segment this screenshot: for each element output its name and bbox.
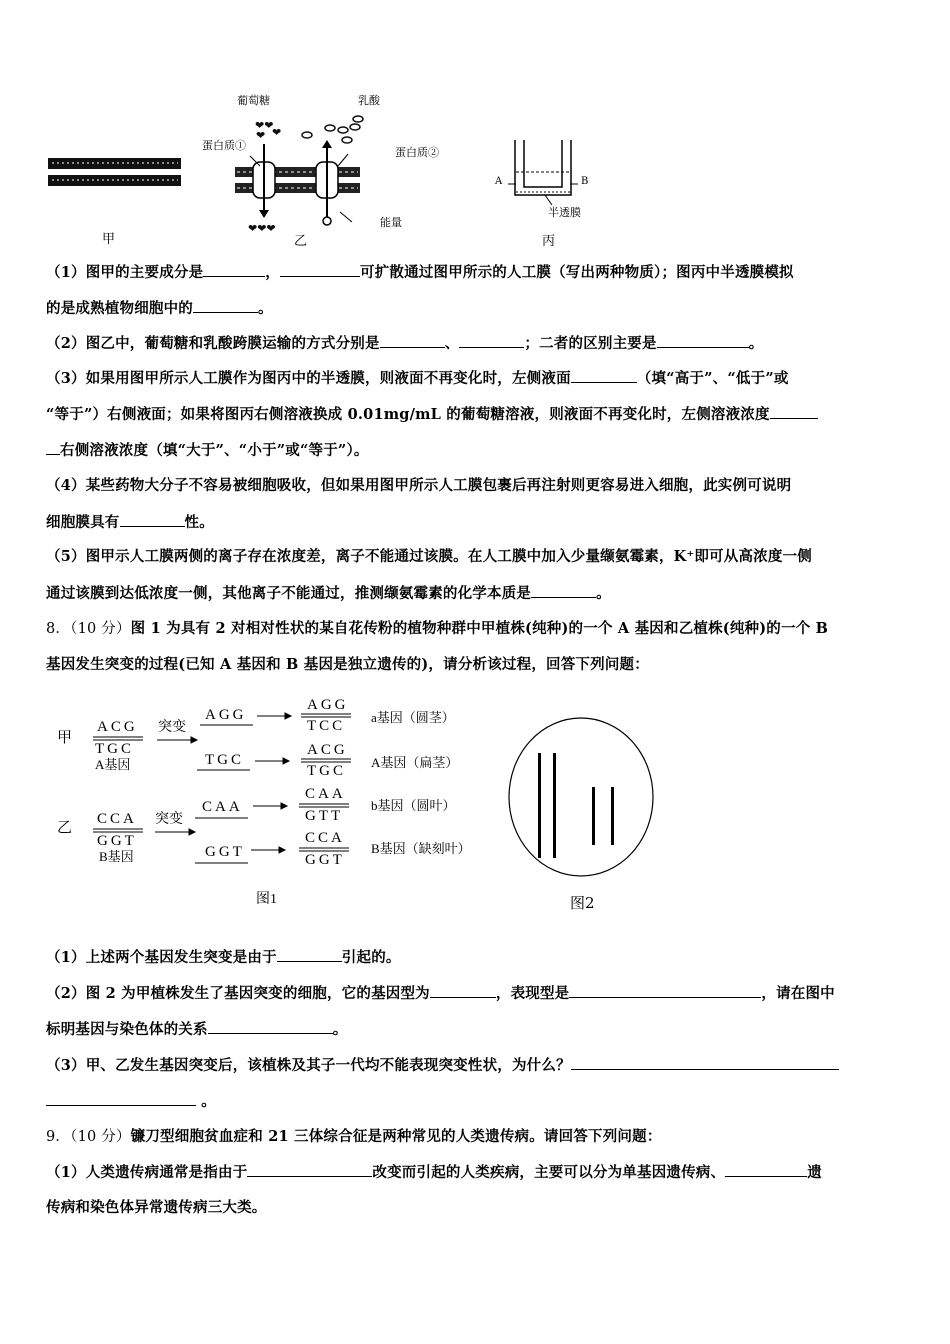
seq: AGG <box>307 697 349 713</box>
caption-jia: 甲 <box>102 232 116 247</box>
q9-stem <box>46 1127 662 1147</box>
text: ；二者的区别主要是 <box>524 335 657 352</box>
text: “等于”）右侧液面；如果将图丙右侧溶液换成 0.01mg/mL 的葡萄糖溶液，则液面不再变化时，左侧溶液浓度 <box>46 406 770 423</box>
label-side-b: B <box>581 176 589 187</box>
caption-yi: 乙 <box>294 234 308 249</box>
text: 。 <box>332 1021 348 1038</box>
answer-blank[interactable] <box>193 298 258 313</box>
svg-text:❤: ❤ <box>272 126 282 139</box>
label-lactic-acid: 乳酸 <box>358 94 380 107</box>
text: 、 <box>444 335 460 352</box>
answer-blank[interactable] <box>770 404 818 419</box>
result-label: b基因（圆叶） <box>371 798 456 813</box>
figure-1-gene-mutation <box>45 688 505 908</box>
q7-part5-line1 <box>46 547 812 567</box>
q9-part1-line1 <box>46 1162 822 1183</box>
text: 。 <box>201 1093 216 1110</box>
seq: CCA <box>97 811 137 827</box>
text: 镰刀型细胞贫血症和 21 三体综合征是两种常见的人类遗传病。请回答下列问题： <box>130 1128 662 1145</box>
svg-text:❤: ❤ <box>256 129 266 142</box>
q7-part3-line3 <box>46 440 369 461</box>
text: （5）图甲示人工膜两侧的离子存在浓度差，离子不能通过该膜。在人工膜中加入少量缬氨霉素，K⁺即可从高浓度一侧 <box>46 548 812 565</box>
q7-part3-line2 <box>46 404 818 425</box>
text: （2）图乙中，葡萄糖和乳酸跨膜运输的方式分别是 <box>46 335 380 352</box>
result-label: B基因（缺刻叶） <box>371 841 471 856</box>
text: 右侧溶液浓度（填“大于”、“小于”或“等于”）。 <box>60 442 369 459</box>
answer-blank[interactable] <box>571 1055 839 1070</box>
text: （3）如果用图甲所示人工膜作为图丙中的半透膜，则液面不再变化时，左侧液面 <box>46 370 571 387</box>
q7-part5-line2 <box>46 583 611 604</box>
text: ， <box>265 264 280 281</box>
answer-blank[interactable] <box>459 333 524 348</box>
answer-blank[interactable] <box>569 983 761 998</box>
text: 。 <box>748 335 764 352</box>
answer-blank[interactable] <box>247 1162 372 1177</box>
u-tube-bing <box>508 140 578 205</box>
q8-part3-line1 <box>46 1055 839 1076</box>
figure-membranes <box>40 92 640 252</box>
text: 引起的。 <box>341 949 401 966</box>
svg-text:❤❤: ❤❤ <box>255 119 274 132</box>
text: （1）图甲的主要成分是 <box>46 264 204 281</box>
seq: CAA <box>202 799 243 815</box>
question-number: 9． <box>46 1129 71 1145</box>
answer-blank[interactable] <box>120 512 185 527</box>
caption-bing: 丙 <box>542 234 556 249</box>
q7-part1-line1 <box>46 262 794 283</box>
text: 通过该膜到达低浓度一侧，其他离子不能通过，推测缬氨霉素的化学本质是 <box>46 585 532 602</box>
text: 图 1 为具有 2 对相对性状的某自花传粉的植物种群中甲植株(纯种)的一个 A 基因和乙植株(纯种)的一个 B <box>130 620 829 637</box>
result-label: a基因（圆茎） <box>371 710 455 725</box>
answer-blank[interactable] <box>657 333 749 348</box>
label-side-a: A <box>495 176 503 187</box>
seq: ACG <box>97 719 138 735</box>
q7-part3-line1 <box>46 368 789 389</box>
seq: CCA <box>305 830 345 846</box>
q7-part4-line2 <box>46 512 214 533</box>
text: 细胞膜具有 <box>46 514 120 531</box>
text: 基因发生突变的过程(已知 A 基因和 B 基因是独立遗传的)，请分析该过程，回答下列问题： <box>46 656 649 673</box>
question-score: （10 分） <box>70 1129 131 1145</box>
gene-label: A基因 <box>95 757 131 772</box>
text: 性。 <box>184 514 214 531</box>
seq: CAA <box>305 786 346 802</box>
label-protein-1: 蛋白质① <box>202 139 246 152</box>
answer-blank[interactable] <box>380 333 445 348</box>
text: ，请在图中 <box>761 985 835 1002</box>
text: 传病和染色体异常遗传病三大类。 <box>46 1199 267 1216</box>
text: 改变而引起的人类疾病，主要可以分为单基因遗传病、 <box>372 1164 726 1181</box>
answer-blank[interactable] <box>571 368 637 383</box>
q8-stem-line1 <box>46 619 828 639</box>
question-score: （10 分） <box>70 621 131 637</box>
seq: GTT <box>305 808 344 824</box>
seq: ACG <box>307 742 348 758</box>
seq: GGT <box>97 833 137 849</box>
text: ，表现型是 <box>495 985 570 1002</box>
plant-jia: 甲 <box>57 730 73 746</box>
q8-stem-line2 <box>46 655 649 675</box>
label-protein-2: 蛋白质② <box>395 146 439 159</box>
mutation-label: 突变 <box>155 812 183 827</box>
mutation-label: 突变 <box>158 720 186 735</box>
answer-blank[interactable] <box>725 1162 807 1177</box>
seq: TGC <box>95 741 134 757</box>
text: （2）图 2 为甲植株发生了基因突变的细胞，它的基因型为 <box>46 985 430 1002</box>
answer-blank[interactable] <box>46 440 60 455</box>
figure-1-caption: 图1 <box>256 892 277 907</box>
answer-blank[interactable] <box>46 1091 196 1106</box>
q8-part3-line2 <box>46 1091 216 1112</box>
seq: AGG <box>205 707 247 723</box>
artificial-membrane-jia <box>48 158 181 186</box>
q8-part1 <box>46 947 401 968</box>
svg-text:❤❤❤: ❤❤❤ <box>248 222 276 235</box>
text: 可扩散通过图甲所示的人工膜（写出两种物质）；图丙中半透膜模拟 <box>360 264 794 281</box>
text: 遗 <box>807 1164 822 1181</box>
answer-blank[interactable] <box>277 947 342 962</box>
answer-blank[interactable] <box>280 262 360 277</box>
cell-chromosomes-svg <box>500 700 680 880</box>
q7-part2 <box>46 333 763 354</box>
label-energy: 能量 <box>380 216 402 229</box>
q7-part4-line1 <box>46 476 791 496</box>
seq: GGT <box>305 852 345 868</box>
answer-blank[interactable] <box>430 983 496 998</box>
answer-blank[interactable] <box>531 583 596 598</box>
seq: TGC <box>307 763 346 779</box>
answer-blank[interactable] <box>208 1019 333 1034</box>
seq: TCC <box>307 718 346 734</box>
seq: GGT <box>205 844 245 860</box>
answer-blank[interactable] <box>203 262 265 277</box>
text: 的是成熟植物细胞中的 <box>46 300 193 317</box>
membrane-with-proteins-yi <box>235 116 363 235</box>
text: （填“高于”、“低于”或 <box>636 370 789 387</box>
seq: TGC <box>205 752 244 768</box>
q8-part2-line1 <box>46 983 835 1004</box>
text: 。 <box>596 585 611 602</box>
text: 标明基因与染色体的关系 <box>46 1021 208 1038</box>
text: （1）上述两个基因发生突变是由于 <box>46 949 277 966</box>
result-label: A基因（扁茎） <box>371 755 459 770</box>
gene-label: B基因 <box>99 849 134 864</box>
q9-part1-line2 <box>46 1198 267 1218</box>
figure-2-cell <box>500 700 680 920</box>
label-glucose: 葡萄糖 <box>237 94 270 107</box>
q8-part2-line2 <box>46 1019 347 1040</box>
text: （4）某些药物大分子不容易被细胞吸收，但如果用图甲所示人工膜包裹后再注射则更容易进入细胞，此实例可说明 <box>46 477 792 494</box>
label-semipermeable-membrane: 半透膜 <box>548 206 581 219</box>
plant-yi: 乙 <box>57 820 73 836</box>
question-number: 8． <box>46 621 71 637</box>
q7-part1-line2 <box>46 298 273 319</box>
membrane-diagrams-svg <box>40 92 640 252</box>
figure-2-caption: 图2 <box>570 894 595 912</box>
text: （3）甲、乙发生基因突变后，该植株及其子一代均不能表现突变性状，为什么？ <box>46 1057 571 1074</box>
text: 。 <box>258 300 273 317</box>
text: （1）人类遗传病通常是指由于 <box>46 1164 248 1181</box>
